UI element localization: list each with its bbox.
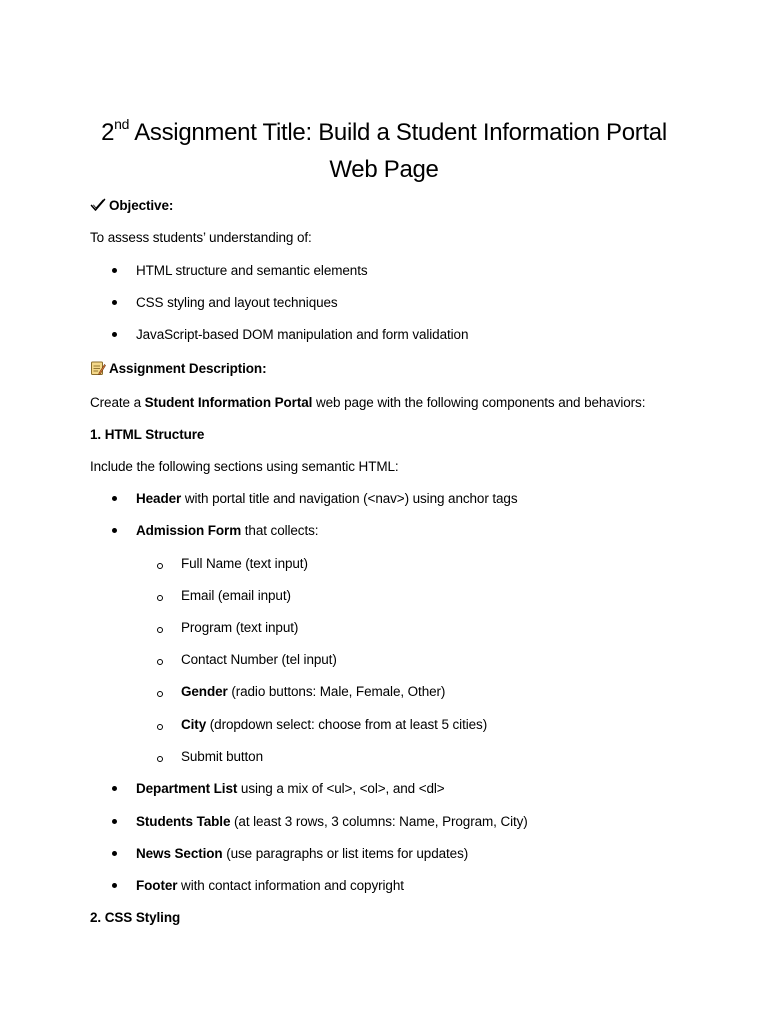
title-line-1: Assignment Title: Build a Student Information Portal [129, 119, 667, 146]
field-city: City (dropdown select: choose from at least 5 cities) [181, 717, 488, 732]
check-icon [90, 197, 106, 213]
sub-bullet-marker [157, 555, 163, 573]
title-ordinal: nd [114, 116, 130, 132]
sub-bullet-marker [157, 619, 163, 637]
sub-bullet-marker [157, 683, 163, 701]
field-submit: Submit button [181, 749, 264, 764]
description-heading-text: Assignment Description: [109, 361, 267, 376]
sub-bullet-marker [157, 651, 163, 669]
page-title [60, 114, 708, 188]
description-intro: Create a Student Information Portal web page with the following components and behaviors: [90, 395, 646, 410]
department-list-item: Department List using a mix of <ul>, <ol>, and <dl> [136, 781, 445, 796]
header-item: Header with portal title and navigation (<nav>) using anchor tags [136, 491, 518, 506]
css-styling-heading: 2. CSS Styling [90, 910, 181, 925]
html-structure-heading: 1. HTML Structure [90, 427, 205, 442]
bullet-marker [112, 780, 117, 798]
title-number: 2 [101, 119, 115, 146]
field-contact: Contact Number (tel input) [181, 652, 337, 667]
footer-item: Footer with contact information and copyright [136, 878, 404, 893]
bullet-marker [112, 490, 117, 508]
objective-bullet-3: JavaScript-based DOM manipulation and form validation [136, 327, 469, 342]
admission-form-item: Admission Form that collects: [136, 523, 319, 538]
objective-heading [90, 197, 173, 215]
field-full-name: Full Name (text input) [181, 556, 308, 571]
memo-icon [90, 360, 106, 376]
sub-bullet-marker [157, 716, 163, 734]
objective-intro: To assess students’ understanding of: [90, 230, 312, 245]
field-gender: Gender (radio buttons: Male, Female, Other) [181, 684, 446, 699]
html-structure-intro: Include the following sections using semantic HTML: [90, 459, 399, 474]
bullet-marker [112, 326, 117, 344]
students-table-item: Students Table (at least 3 rows, 3 columns: Name, Program, City) [136, 814, 528, 829]
news-section-item: News Section (use paragraphs or list items for updates) [136, 846, 469, 861]
bullet-marker [112, 845, 117, 863]
bullet-marker [112, 294, 117, 312]
bullet-marker [112, 522, 117, 540]
sub-bullet-marker [157, 748, 163, 766]
objective-heading-text: Objective: [109, 198, 174, 213]
sub-bullet-marker [157, 587, 163, 605]
objective-bullet-2: CSS styling and layout techniques [136, 295, 338, 310]
description-heading [90, 360, 266, 378]
bullet-marker [112, 262, 117, 280]
title-line-2: Web Page [329, 156, 439, 183]
field-email: Email (email input) [181, 588, 291, 603]
bullet-marker [112, 877, 117, 895]
objective-bullet-1: HTML structure and semantic elements [136, 263, 368, 278]
field-program: Program (text input) [181, 620, 299, 635]
bullet-marker [112, 813, 117, 831]
